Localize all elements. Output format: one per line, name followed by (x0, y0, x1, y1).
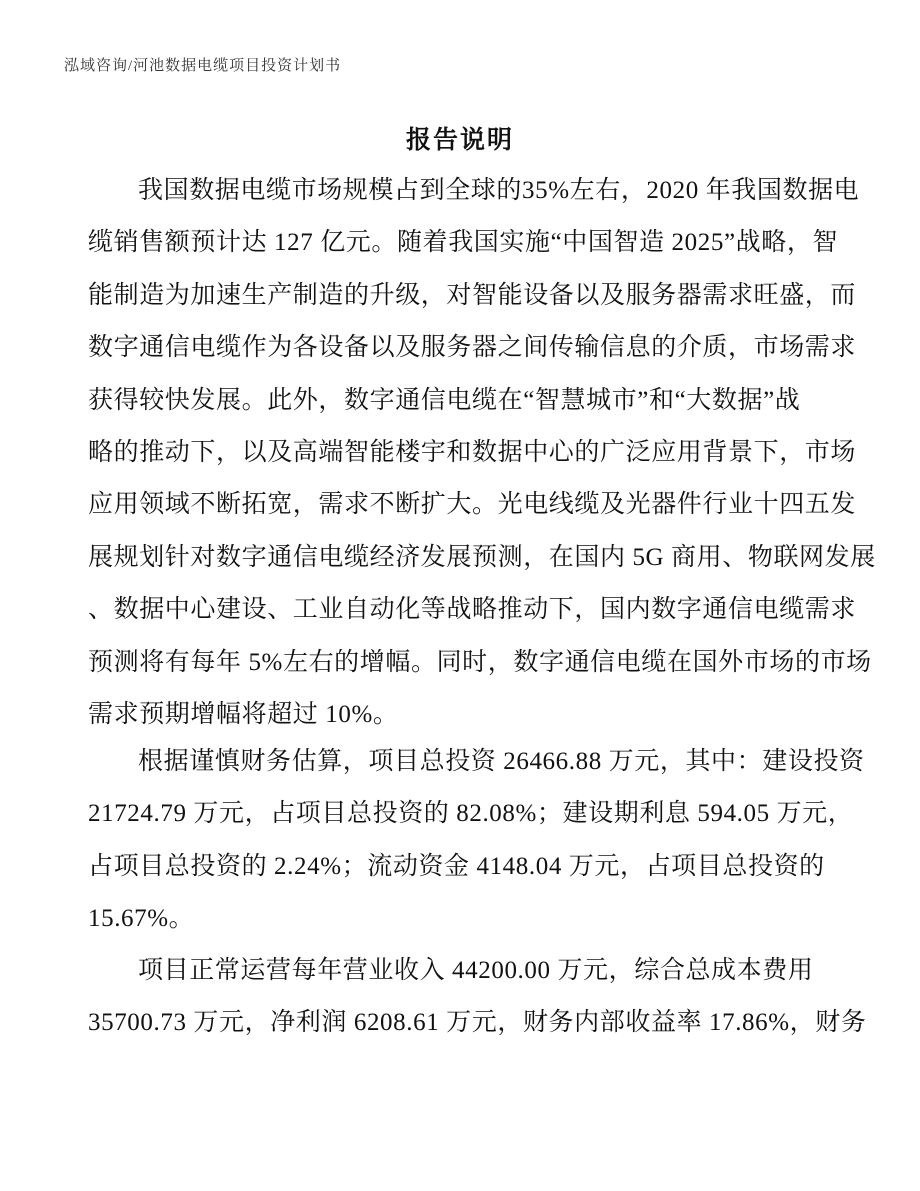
paragraph-2-line: 15.67%。 (88, 905, 195, 933)
paragraph-1-line: 预测将有每年 5%左右的增幅。同时，数字通信电缆在国外市场的市场 (88, 648, 872, 676)
section-title: 报告说明 (405, 127, 514, 154)
paragraph-1-line: 缆销售额预计达 127 亿元。随着我国实施“中国智造 2025”战略，智 (88, 229, 839, 257)
paragraph-1-line: 获得较快发展。此外，数字通信电缆在“智慧城市”和“大数据”战 (88, 386, 801, 414)
paragraph-1-line: 需求预期增幅将超过 10%。 (88, 701, 399, 728)
paragraph-1-line: 能制造为加速生产制造的升级，对智能设备以及服务器需求旺盛，而 (88, 281, 857, 309)
paragraph-1-line: 、数据中心建设、工业自动化等战略推动下，国内数字通信电缆需求 (88, 596, 857, 624)
paragraph-1-line: 数字通信电缆作为各设备以及服务器之间传输信息的介质，市场需求 (88, 334, 857, 362)
paragraph-2-line: 21724.79 万元，占项目总投资的 82.08%；建设期利息 594.05 万元， (88, 800, 854, 828)
paragraph-2-line: 占项目总投资的 2.24%；流动资金 4148.04 万元，占项目总投资的 (88, 852, 825, 880)
paragraph-3-line: 35700.73 万元，净利润 6208.61 万元，财务内部收益率 17.86%，财务 (88, 1009, 867, 1037)
paragraph-1-line: 我国数据电缆市场规模占到全球的35%左右，2020 年我国数据电 (138, 177, 860, 204)
paragraph-1-line: 应用领域不断拓宽，需求不断扩大。光电线缆及光器件行业十四五发 (88, 491, 857, 519)
paragraph-2-line: 根据谨慎财务估算，项目总投资 26466.88 万元，其中：建设投资 (138, 748, 865, 775)
paragraph-3-line: 项目正常运营每年营业收入 44200.00 万元，综合总成本费用 (138, 957, 814, 984)
running-header: 泓域咨询/河池数据电缆项目投资计划书 (64, 58, 342, 74)
paragraph-1-line: 展规划针对数字通信电缆经济发展预测，在国内 5G 商用、物联网发展 (88, 543, 876, 571)
paragraph-1-line: 略的推动下，以及高端智能楼宇和数据中心的广泛应用背景下，市场 (88, 439, 857, 466)
